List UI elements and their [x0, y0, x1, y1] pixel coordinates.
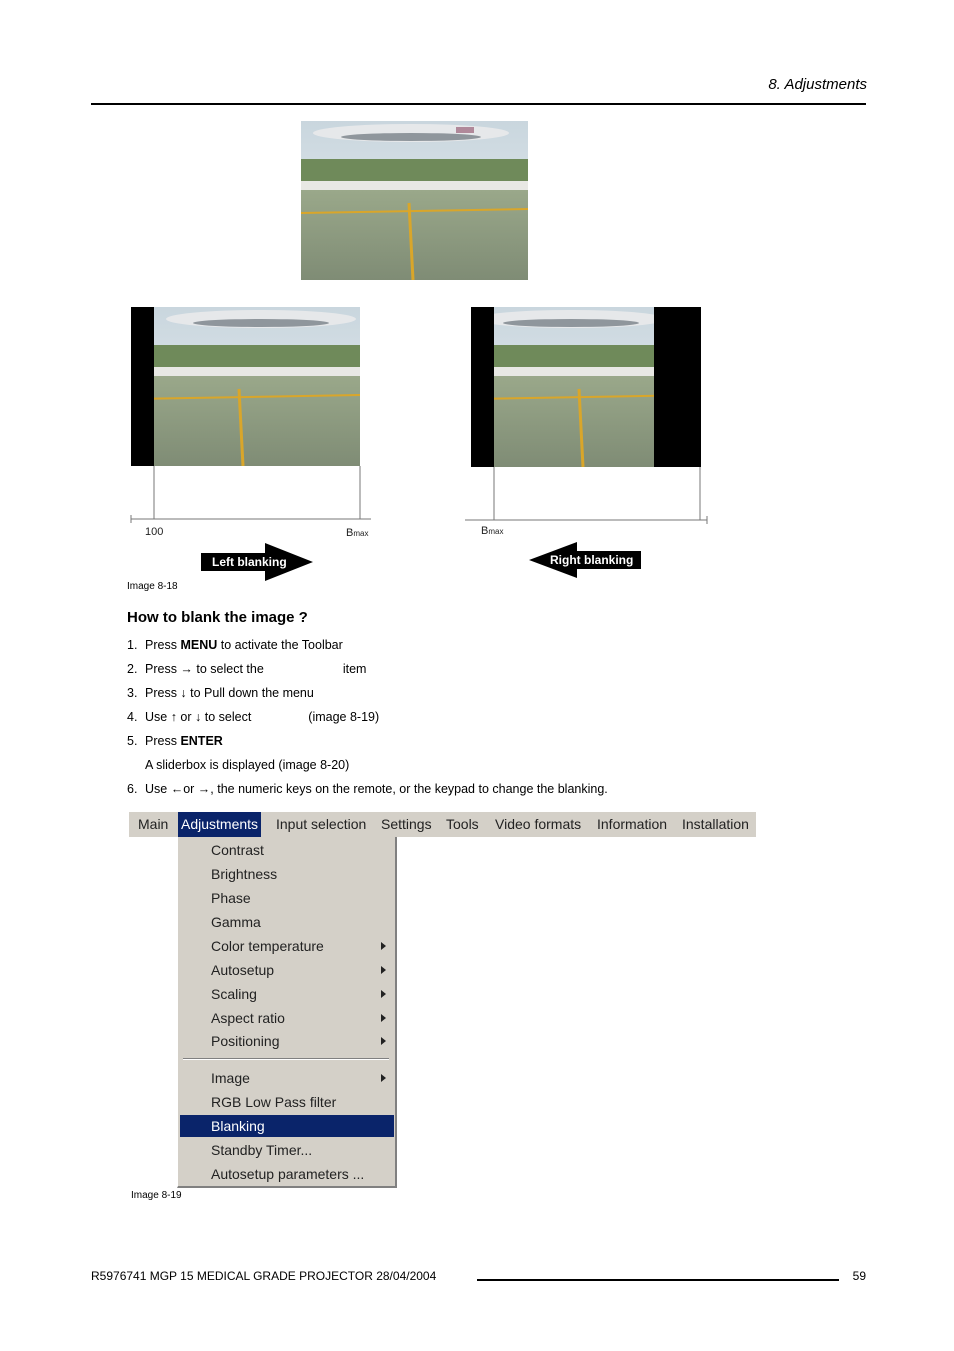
menu-video-formats[interactable]: Video formats	[495, 816, 582, 832]
left-blanking-label: Left blanking	[212, 555, 287, 569]
adjustments-dropdown	[177, 837, 397, 1188]
menu-item-brightness[interactable]: Brightness	[211, 866, 278, 882]
blanking-scale-diagram	[0, 0, 954, 600]
section-heading: How to blank the image ?	[127, 609, 308, 626]
submenu-arrow-icon	[381, 1037, 386, 1045]
menu-item-blanking[interactable]: Blanking	[180, 1115, 394, 1137]
menu-item-contrast[interactable]: Contrast	[211, 842, 264, 858]
menu-item-gamma[interactable]: Gamma	[211, 914, 261, 930]
menu-item-autosetup-parameters[interactable]: Autosetup parameters ...	[211, 1166, 365, 1182]
menu-main[interactable]: Main	[138, 816, 169, 832]
figure-caption-8-18: Image 8-18	[127, 581, 178, 592]
submenu-arrow-icon	[381, 942, 386, 950]
menu-information[interactable]: Information	[597, 816, 668, 832]
chapter-title: 8. Adjustments	[768, 76, 867, 93]
menu-adjustments[interactable]: Adjustments	[178, 812, 261, 837]
menu-item-color-temperature[interactable]: Color temperature	[180, 935, 394, 957]
right-blanking-label: Right blanking	[550, 553, 634, 567]
menu-item-scaling[interactable]: Scaling	[180, 983, 394, 1005]
menu-input-selection[interactable]: Input selection	[276, 816, 367, 832]
page-number: 59	[852, 1269, 866, 1283]
submenu-arrow-icon	[381, 1074, 386, 1082]
menu-item-aspect-ratio[interactable]: Aspect ratio	[180, 1007, 394, 1029]
scale-left-start-label: 100	[145, 526, 164, 538]
menu-settings[interactable]: Settings	[381, 816, 432, 832]
menu-item-rgb-low-pass-filter[interactable]: RGB Low Pass filter	[211, 1094, 337, 1110]
menu-item-positioning[interactable]: Positioning	[180, 1030, 394, 1052]
menu-item-image[interactable]: Image	[180, 1067, 394, 1089]
footer-document-info: R5976741 MGP 15 MEDICAL GRADE PROJECTOR 28/04/2004	[91, 1269, 437, 1283]
menu-separator	[183, 1058, 389, 1060]
figure-caption-8-19: Image 8-19	[131, 1190, 182, 1201]
menu-item-autosetup[interactable]: Autosetup	[180, 959, 394, 981]
menu-item-phase[interactable]: Phase	[211, 890, 251, 906]
toolbar-menubar	[129, 812, 756, 837]
submenu-arrow-icon	[381, 1014, 386, 1022]
menu-installation[interactable]: Installation	[682, 816, 749, 832]
submenu-arrow-icon	[381, 966, 386, 974]
scale-left-end-label: Bmax	[346, 527, 369, 539]
footer-rule	[477, 1279, 839, 1281]
menu-tools[interactable]: Tools	[446, 816, 479, 832]
menu-item-standby-timer[interactable]: Standby Timer...	[211, 1142, 313, 1158]
scale-right-start-label: Bmax	[481, 525, 504, 537]
submenu-arrow-icon	[381, 990, 386, 998]
